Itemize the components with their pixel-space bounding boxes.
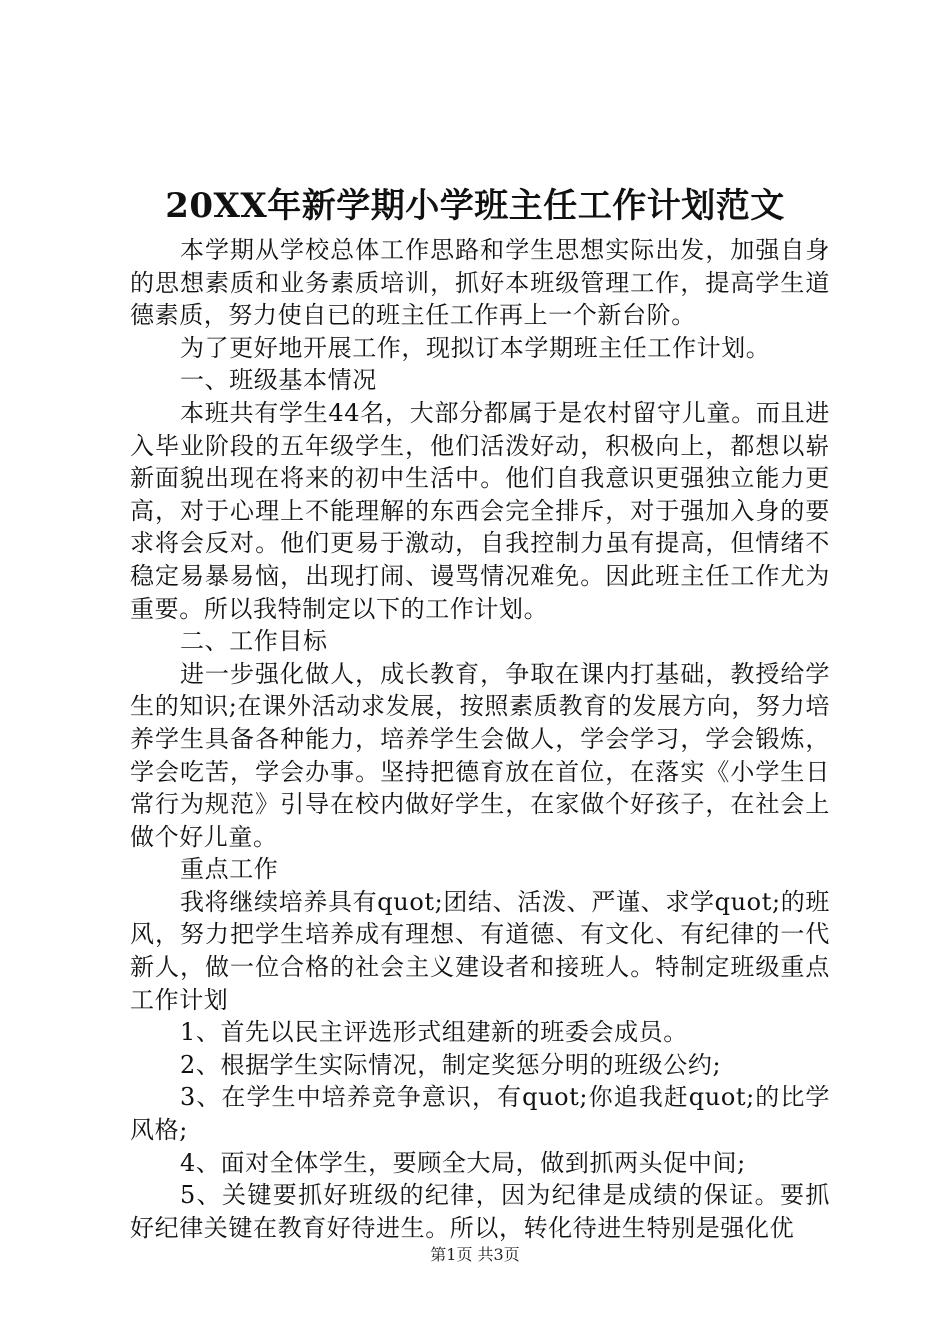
paragraph-goals: 进一步强化做人，成长教育，争取在课内打基础，教授给学生的知识;在课外活动求发展，按照素质教育的发展方向，努力培养学生具备各种能力，培养学生会做人，学会学习，学会锻炼，学会吃苦，学会办事。坚持把德育放在首位，在落实《小学生日常行为规范》引导在校内做好学生，在家做个好孩子，在社会上做个好儿童。 xyxy=(130,659,830,851)
list-item-1: 1、首先以民主评选形式组建新的班委会成员。 xyxy=(180,1018,688,1047)
document-title: 20XX年新学期小学班主任工作计划范文 xyxy=(165,186,785,226)
list-item-2: 2、根据学生实际情况，制定奖惩分明的班级公约; xyxy=(180,1050,722,1079)
section-heading-key-work: 重点工作 xyxy=(180,855,279,884)
list-item-3: 3、在学生中培养竞争意识，有quot;你追我赶quot;的比学风格; xyxy=(130,1083,830,1145)
paragraph-key-work: 我将继续培养具有quot;团结、活泼、严谨、求学quot;的班风，努力把学生培养成有理想、有道德、有文化、有纪律的一代新人，做一位合格的社会主义建设者和接班人。特制定班级重点工作计划 xyxy=(130,887,830,1014)
section-heading-goals: 二、工作目标 xyxy=(180,627,328,656)
list-item-4: 4、面对全体学生，要顾全大局，做到抓两头促中间; xyxy=(180,1148,746,1177)
paragraph-plan-statement: 为了更好地开展工作，现拟订本学期班主任工作计划。 xyxy=(180,333,771,362)
document-body xyxy=(130,234,830,1244)
section-heading-class-info: 一、班级基本情况 xyxy=(180,366,377,395)
page-number-footer: 第1页 共3页 xyxy=(430,1245,520,1264)
list-item-5: 5、关键要抓好班级的纪律，因为纪律是成绩的保证。要抓好纪律关键在教育好待进生。所以，转化待进生特别是强化优 xyxy=(130,1181,830,1242)
paragraph-class-info: 本班共有学生44名，大部分都属于是农村留守儿童。而且进入毕业阶段的五年级学生，他们活泼好动，积极向上，都想以崭新面貌出现在将来的初中生活中。他们自我意识更强独立能力更高，对于心理上不能理解的东西会完全排斥，对于强加入身的要求将会反对。他们更易于激动，自我控制力虽有提高，但情绪不稳定易暴易恼，出现打闹、谩骂情况难免。因此班主任工作尤为重要。所以我特制定以下的工作计划。 xyxy=(130,398,830,623)
paragraph-intro: 本学期从学校总体工作思路和学生思想实际出发，加强自身的思想素质和业务素质培训，抓好本班级管理工作，提高学生道德素质，努力使自已的班主任工作再上一个新台阶。 xyxy=(130,236,830,330)
